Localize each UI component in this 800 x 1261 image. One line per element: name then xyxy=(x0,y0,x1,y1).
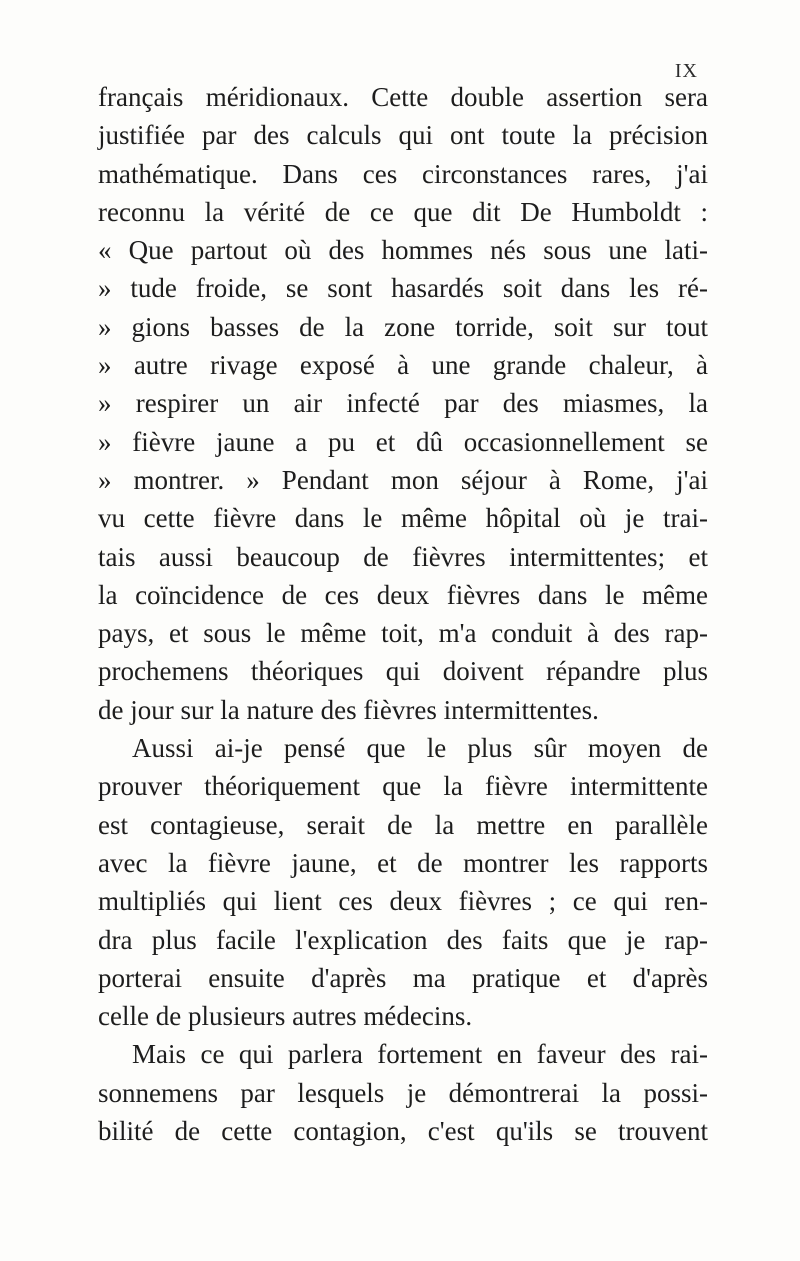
text-line: » respirer un air infecté par des miasmes, la xyxy=(98,388,708,419)
text-line: prochemens théoriques qui doivent répandre plus xyxy=(98,656,708,687)
text-line: » tude froide, se sont hasardés soit dans les ré- xyxy=(98,273,708,304)
text-line: français méridionaux. Cette double assertion sera xyxy=(98,82,708,112)
text-line: celle de plusieurs autres médecins. xyxy=(98,1001,473,1032)
text-line: porterai ensuite d'après ma pratique et d'après xyxy=(98,962,708,993)
text-line: » montrer. » Pendant mon séjour à Rome, j'ai xyxy=(98,464,708,495)
text-line: reconnu la vérité de ce que dit De Humboldt : xyxy=(98,196,708,227)
text-line: sonnemens par lesquels je démontrerai la possi- xyxy=(98,1077,708,1108)
text-line: est contagieuse, serait de la mettre en parallèle xyxy=(98,809,708,840)
text-line: multipliés qui lient ces deux fièvres ; ce qui ren- xyxy=(98,886,708,917)
text-line: justifiée par des calculs qui ont toute la précision xyxy=(98,120,708,151)
text-line: la coïncidence de ces deux fièvres dans le même xyxy=(98,579,708,610)
text-line: vu cette fièvre dans le même hôpital où je trai- xyxy=(98,503,708,534)
text-line: prouver théoriquement que la fièvre intermittente xyxy=(98,771,708,802)
text-line: Aussi ai-je pensé que le plus sûr moyen de xyxy=(132,733,708,764)
text-line: » fièvre jaune a pu et dû occasionnellement se xyxy=(98,426,708,457)
text-line: dra plus facile l'explication des faits que je rap- xyxy=(98,924,708,955)
text-line: bilité de cette contagion, c'est qu'ils se trouvent xyxy=(98,1116,708,1147)
body-text xyxy=(98,78,708,1150)
text-line: « Que partout où des hommes nés sous une lati- xyxy=(98,235,708,266)
text-line: Mais ce qui parlera fortement en faveur des rai- xyxy=(132,1039,708,1070)
text-line: tais aussi beaucoup de fièvres intermittentes; et xyxy=(98,541,708,572)
page-number: IX xyxy=(674,60,698,82)
text-line: mathématique. Dans ces circonstances rares, j'ai xyxy=(98,158,708,189)
text-line: » autre rivage exposé à une grande chaleur, à xyxy=(98,350,708,381)
text-line: » gions basses de la zone torride, soit sur tout xyxy=(98,311,708,342)
text-line: pays, et sous le même toit, m'a conduit à des rap- xyxy=(98,618,708,649)
text-line: avec la fièvre jaune, et de montrer les rapports xyxy=(98,847,708,878)
text-line: de jour sur la nature des fièvres intermittentes. xyxy=(98,694,599,725)
